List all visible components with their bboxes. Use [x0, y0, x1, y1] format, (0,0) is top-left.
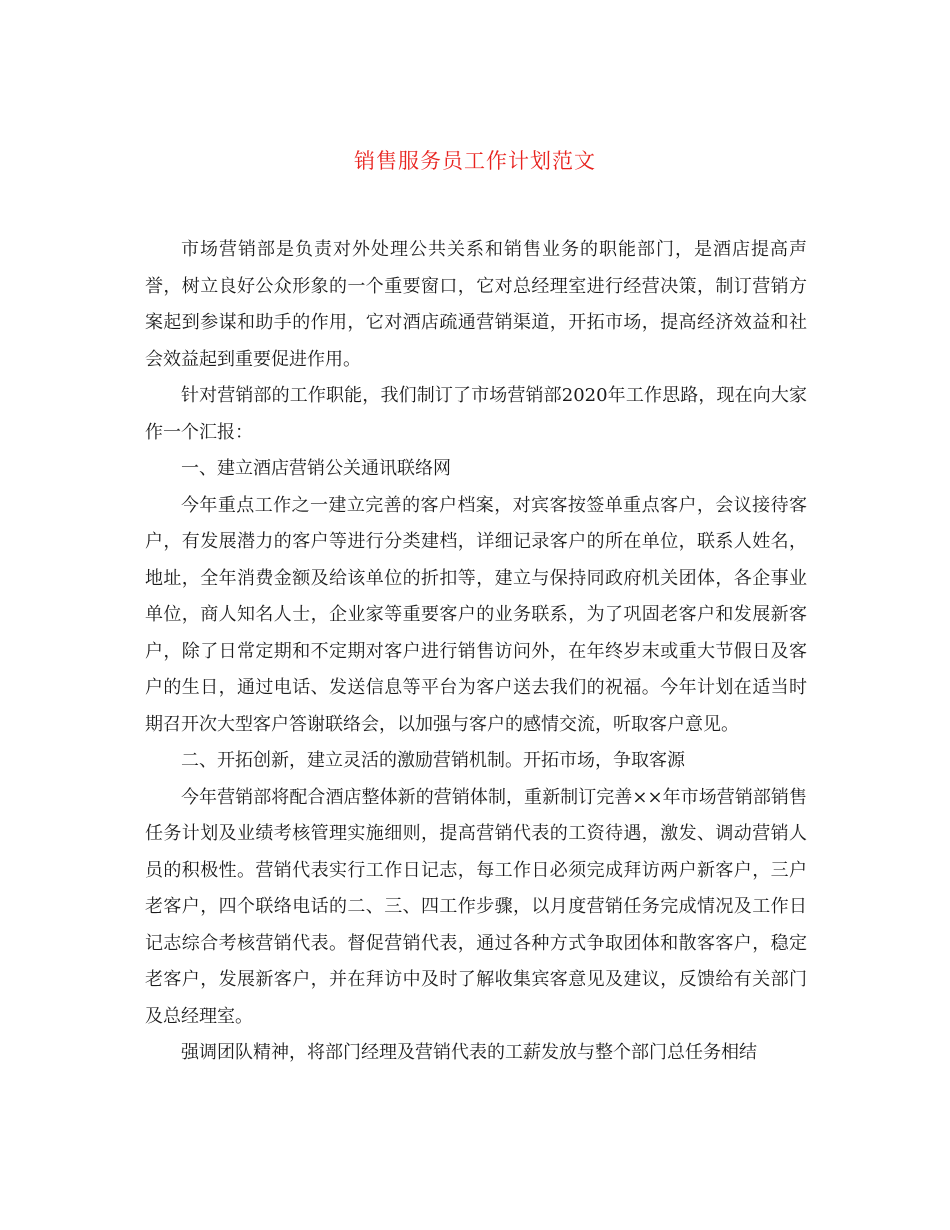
paragraph-intro: 市场营销部是负责对外处理公共关系和销售业务的职能部门，是酒店提高声誉，树立良好公众形象的一个重要窗口，它对总经理室进行经营决策，制订营销方案起到参谋和助手的作用，它对酒店疏通营销渠道，开拓市场，提高经济效益和社会效益起到重要促进作用。 [145, 239, 807, 370]
paragraph-section-2: 今年营销部将配合酒店整体新的营销体制，重新制订完善××年市场营销部销售任务计划及业绩考核管理实施细则，提高营销代表的工资待遇，激发、调动营销人员的积极性。营销代表实行工作日记志，每工作日必须完成拜访两户新客户，三户老客户，四个联络电话的二、三、四工作步骤，以月度营销任务完成情况及工作日记志综合考核营销代表。督促营销代表，通过各种方式争取团体和散客客户，稳定老客户，发展新客户，并在拜访中及时了解收集宾客意见及建议，反馈给有关部门及总经理室。 [145, 786, 807, 1027]
paragraph-report-intro: 针对营销部的工作职能，我们制订了市场营销部2020年工作思路，现在向大家作一个汇报： [145, 385, 807, 443]
paragraph-team-spirit: 强调团队精神，将部门经理及营销代表的工薪发放与整个部门总任务相结 [181, 1042, 757, 1063]
document-body [145, 232, 807, 1072]
section-heading-2: 二、开拓创新，建立灵活的激励营销机制。开拓市场，争取客源 [181, 750, 685, 771]
document-title: 销售服务员工作计划范文 [354, 149, 596, 173]
paragraph-section-1: 今年重点工作之一建立完善的客户档案，对宾客按签单重点客户，会议接待客户，有发展潜力的客户等进行分类建档，详细记录客户的所在单位，联系人姓名，地址，全年消费金额及给该单位的折扣等，建立与保持同政府机关团体，各企事业单位，商人知名人士，企业家等重要客户的业务联系，为了巩固老客户和发展新客户，除了日常定期和不定期对客户进行销售访问外，在年终岁末或重大节假日及客户的生日，通过电话、发送信息等平台为客户送去我们的祝福。今年计划在适当时期召开次大型客户答谢联络会，以加强与客户的感情交流，听取客户意见。 [145, 494, 807, 735]
section-heading-1: 一、建立酒店营销公关通讯联络网 [181, 458, 451, 479]
